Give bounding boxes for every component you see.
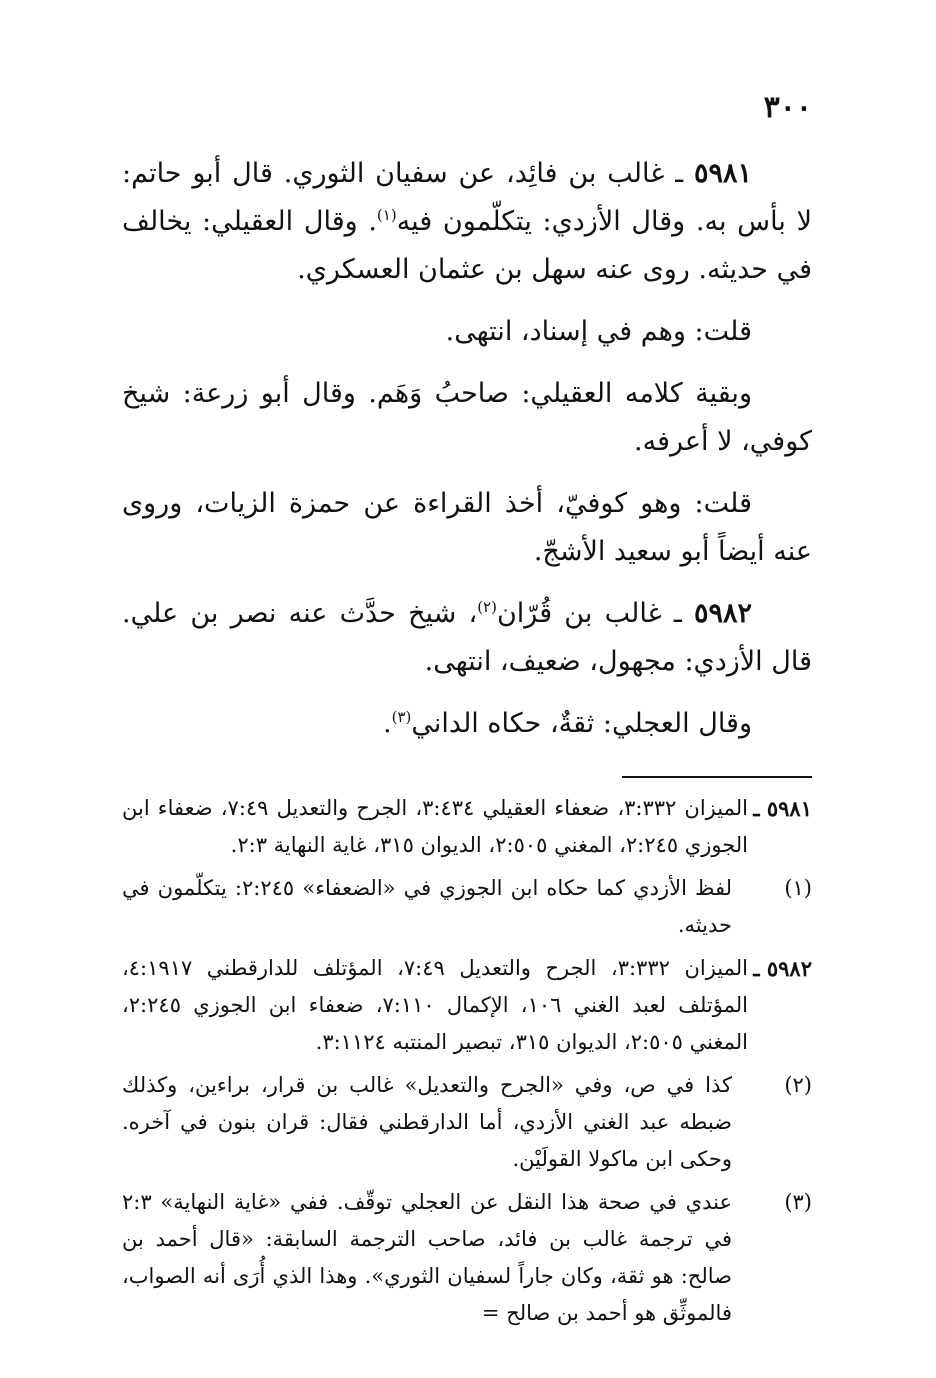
source-note-label: ٥٩٨٢ ـ	[753, 956, 812, 981]
footnote-1	[122, 870, 812, 944]
entry-text: ـ غالب بن قُرّان	[496, 598, 694, 629]
footnote-2	[122, 1067, 812, 1178]
paragraph: قلت: وهو كوفيّ، أخذ القراءة عن حمزة الزيات، وروى عنه أيضاً أبو سعيد الأشجّ.	[122, 488, 812, 567]
source-note-text: الميزان ٣:٣٣٢، ضعفاء العقيلي ٣:٤٣٤، الجرح والتعديل ٧:٤٩، ضعفاء ابن الجوزي ٢:٢٤٥، المغني ٢:٥٠٥، الديوان ٣١٥، غاية النهاية ٢:٣.	[122, 796, 748, 857]
entry-text-cont: . وقال العقيلي: يخالف في حديثه. روى عنه سهل بن عثمان العسكري.	[122, 206, 812, 285]
paragraph-end: .	[383, 708, 392, 739]
footnote-text: لفظ الأزدي كما حكاه ابن الجوزي في «الضعفاء» ٢:٢٤٥: يتكلّمون في حديثه.	[122, 876, 732, 937]
footnote-ref-3[interactable]: (٣)	[391, 708, 412, 726]
footnotes	[122, 790, 812, 1338]
footnote-ref-2[interactable]: (٢)	[477, 598, 497, 616]
page-number: ٣٠٠	[763, 90, 812, 125]
source-note-5982	[122, 950, 812, 1061]
footnote-text: كذا في ص، وفي «الجرح والتعديل» غالب بن قرار، براءين، وكذلك ضبطه عبد الغني الأزدي، أما الدارقطني فقال: قران بنون في آخره. وحكى ابن ماكولا القولَيْن.	[122, 1073, 732, 1171]
footnote-divider	[622, 776, 812, 778]
entry-text: ـ غالب بن فائِد، عن سفيان الثوري. قال أبو حاتم: لا بأس به. وقال الأزدي: يتكلّمون فيه	[122, 158, 812, 237]
main-text	[122, 150, 812, 762]
paragraph-text: وقال العجلي: ثقةٌ، حكاه الداني	[411, 708, 752, 739]
footnote-label: (٢)	[784, 1073, 812, 1097]
footnote-text: عندي في صحة هذا النقل عن العجلي توقّف. ففي «غاية النهاية» ٢:٣ في ترجمة غالب بن فائد، صاحب الترجمة السابقة: «قال أحمد بن صالح: هو ثقة، وكان جاراً لسفيان الثوري». وهذا الذي أُرَى أنه الصواب، فالموثِّق هو أحمد بن صالح =	[122, 1190, 732, 1325]
footnote-label: (١)	[784, 876, 812, 900]
entry-text-cont: ، شيخ حدَّث عنه نصر بن علي. قال الأزدي: مجهول، ضعيف، انتهى.	[122, 598, 812, 677]
entry-5981	[122, 150, 812, 294]
paragraph: وبقية كلامه العقيلي: صاحبُ وَهَم. وقال أبو زرعة: شيخ كوفي، لا أعرفه.	[122, 378, 812, 457]
paragraph: قلت: وهم في إسناد، انتهى.	[445, 316, 752, 347]
source-note-text: الميزان ٣:٣٣٢، الجرح والتعديل ٧:٤٩، المؤتلف للدارقطني ٤:١٩١٧، المؤتلف لعبد الغني ١٠٦، الإكمال ٧:١١٠، ضعفاء ابن الجوزي ٢:٢٤٥، المغني ٢:٥٠٥، الديوان ٣١٥، تبصير المنتبه ٣:١١٢٤.	[122, 956, 748, 1054]
source-note-label: ٥٩٨١ ـ	[753, 796, 812, 821]
paragraph	[122, 700, 812, 748]
source-note-5981	[122, 790, 812, 864]
footnote-label: (٣)	[784, 1190, 812, 1214]
footnote-3	[122, 1184, 812, 1332]
entry-5982	[122, 590, 812, 686]
entry-number: ٥٩٨١	[693, 158, 752, 189]
footnote-ref-1[interactable]: (١)	[376, 206, 397, 224]
entry-number: ٥٩٨٢	[693, 598, 752, 629]
